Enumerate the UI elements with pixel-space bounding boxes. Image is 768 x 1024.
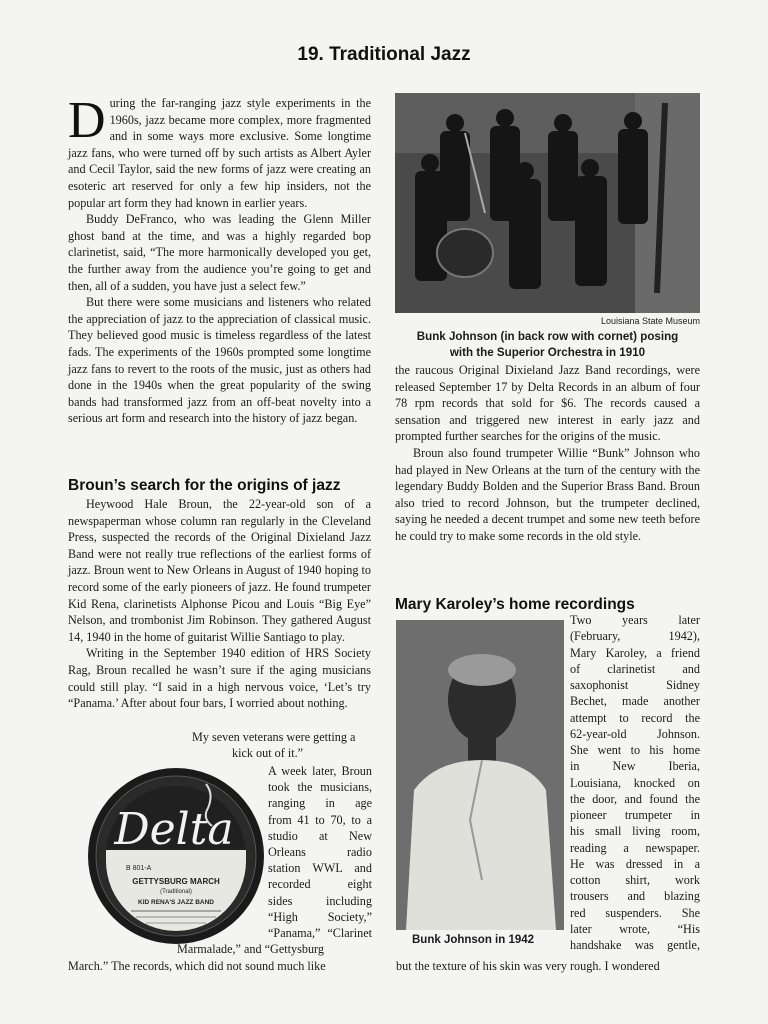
karoley-last: but the texture of his skin was very rough. I wondered	[396, 959, 660, 973]
wrap-line: recorded eight	[268, 877, 372, 892]
record-catalog: B 801-A	[126, 865, 152, 872]
record-band: KID RENA'S JAZZ BAND	[138, 899, 214, 906]
wrap-line: station WWL and	[268, 861, 372, 876]
delta-record-image	[86, 766, 266, 946]
right-paragraph-1: the raucous Original Dixieland Jazz Band recordings, were released September 17 by Delta Records in an album of four 78 rpm records that sold for $6. The records caused a sensation and triggered new interest in early jazz and prompted further searches for the origins of the music.	[395, 363, 700, 444]
record-song: GETTYSBURG MARCH	[132, 877, 220, 886]
broun-last-1: Marmalade,” and “Gettysburg	[177, 942, 324, 956]
page-title: 19. Traditional Jazz	[297, 44, 471, 65]
wrap-line: took the musicians,	[268, 780, 372, 795]
wrap-line: attempt to record the	[570, 710, 700, 725]
intro-text	[68, 92, 371, 427]
intro-paragraph-3: But there were some musicians and listeners who related the appreciation of jazz to the appreciation of classical music. They believed good music is timeless regardless of the latest fads. The experiments of the 1960s prompted some longtime jazz fans to revert to the roots of the music, just as others had done in the 1940s when the great popularity of the swing bands had transformed jazz from an off-beat novelty into a serious art form and research into the history of jazz began.	[68, 295, 371, 426]
section-heading-broun: Broun’s search for the origins of jazz	[68, 477, 341, 494]
bunk-johnson-photo	[396, 620, 564, 930]
photo-credit: Louisiana State Museum	[600, 316, 700, 326]
broun-text	[68, 496, 371, 712]
broun-paragraph-2: Writing in the September 1940 edition of HRS Society Rag, Broun recalled he wasn’t sure if the aging musicians could still play. “I said in a high nervous voice, ‘Let’s try “Panama.’ After about four bars, I worried about nothing.	[68, 646, 371, 711]
wrap-line: reading a newspaper.	[570, 840, 700, 855]
wrap-line: red suspenders. She	[570, 905, 700, 920]
wrap-line: (February, 1942),	[570, 629, 700, 644]
intro-paragraph-1: During the far-ranging jazz style experiments in the 1960s, jazz became more complex, more fragmented and in some ways more exclusive. Some longtime jazz fans, who were turned off by such artists as Albert Ayler and Cecil Taylor, said the new forms of jazz were creating an esoteric art reserved for only a few hip insiders, not the popular art form they had known in earlier years.	[68, 92, 371, 210]
wrap-line: cotton shirt, work	[570, 873, 700, 887]
wrap-line: A week later, Broun	[268, 764, 372, 778]
wrap-line: from 41 to 70, to a	[268, 812, 372, 827]
wrap-line: Louisiana, knocked on	[570, 775, 700, 790]
wrap-line: saxophonist Sidney	[570, 678, 700, 692]
wrap-line: handshake was gentle,	[570, 938, 700, 952]
wrap-line: trousers and blazing	[570, 889, 700, 904]
wrap-line: She went to his home	[570, 743, 700, 757]
right-text	[395, 362, 700, 545]
wrap-line: pioneer trumpeter in	[570, 808, 700, 822]
wrap-line: sides including	[268, 893, 372, 908]
wrap-line: “Panama,” “Clarinet	[268, 926, 372, 940]
wrap-line: in New Iberia,	[570, 759, 700, 774]
wrap-line: ranging in age	[268, 796, 372, 811]
wrap-line: his small living room,	[570, 824, 700, 839]
wrap-line: Bechet, made another	[570, 694, 700, 709]
photo1-caption-line1: Bunk Johnson (in back row with cornet) posing	[416, 330, 679, 343]
photo2-caption: Bunk Johnson in 1942	[412, 934, 535, 946]
drop-cap: D	[68, 92, 106, 149]
wrap-line: Two years later	[570, 613, 700, 627]
photo1-caption-line2: with the Superior Orchestra in 1910	[449, 346, 646, 359]
wrap-line: the door, and found the	[570, 791, 700, 806]
intro-paragraph-2: Buddy DeFranco, who was leading the Glenn Miller ghost band at the time, and was a highly regarded bop clarinetist, said, “The more harmonically developed you get, the further away from the audience you’re going to get and then, all of a sudden, you have just a select few.”	[68, 212, 371, 293]
broun-tail-1: My seven veterans were getting a	[192, 730, 356, 744]
wrap-line: Mary Karoley, a friend	[570, 645, 700, 660]
wrap-line: 62-year-old Johnson.	[570, 726, 700, 741]
wrap-line: He was dressed in a	[570, 856, 700, 871]
right-paragraph-2: Broun also found trumpeter Willie “Bunk” Johnson who had played in New Orleans at the turn of the century with the legendary Buddy Bolden and the Superior Brass Band. Broun also tried to record Johnson, but the trumpeter declined, saying he needed a decent trumpet and some new teeth before he could try to make some records in the old style.	[395, 445, 700, 543]
wrap-line: Orleans radio	[268, 845, 372, 859]
broun-tail-2: kick out of it.”	[232, 746, 304, 760]
superior-orchestra-photo	[395, 93, 700, 313]
delta-logo-text: Delta	[114, 804, 234, 855]
wrap-line: of clarinetist and	[570, 661, 700, 676]
broun-paragraph-1: Heywood Hale Broun, the 22-year-old son of a newspaperman whose column ran regularly in the Cleveland Press, suspected the records of the Original Dixieland Jazz Band were not really true reflections of the earliest forms of jazz. Broun went to New Orleans in August of 1940 hoping to record some of the early pioneers of jazz. He found trumpeter Kid Rena, clarinetists Alphonse Picou and Louis “Big Eye” Nelson, and trombonist Jim Robinson. They gathered August 14, 1940 in the home of guitarist Willie Santiago to play.	[68, 497, 371, 644]
wrap-line: “High Society,”	[268, 909, 372, 924]
broun-last-2: March.” The records, which did not sound much like	[68, 959, 326, 973]
record-sub: (Traditional)	[160, 889, 192, 895]
wrap-line: later wrote, “His	[570, 921, 700, 936]
section-heading-karoley: Mary Karoley’s home recordings	[395, 596, 635, 613]
wrap-line: studio at New	[268, 828, 372, 843]
